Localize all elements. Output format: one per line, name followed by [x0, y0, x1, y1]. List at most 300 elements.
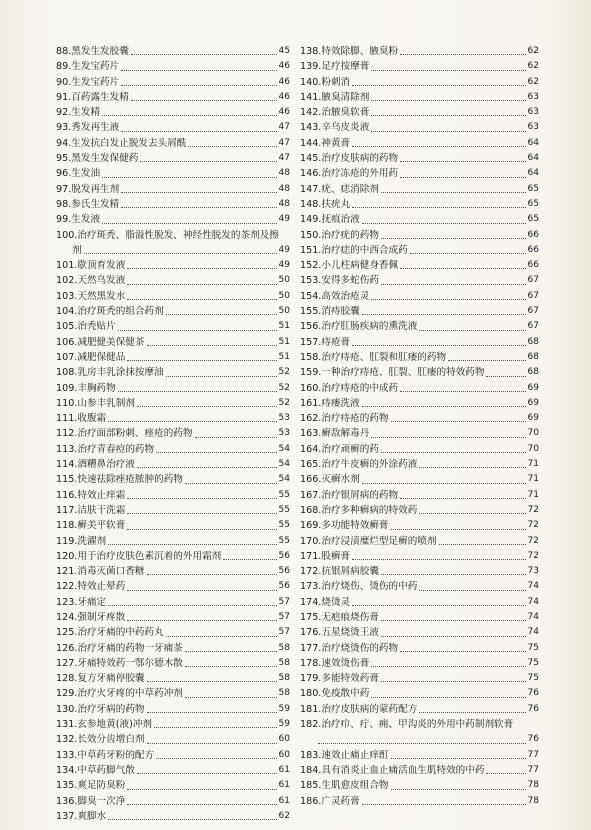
toc-entry-title: 166.灭癣水剂	[300, 474, 360, 486]
toc-entry	[300, 365, 539, 380]
toc-entry	[56, 503, 290, 518]
toc-page-number: 77	[527, 764, 539, 775]
toc-entry	[300, 518, 539, 533]
toc-page-number: 46	[278, 107, 290, 118]
toc-entry	[56, 197, 290, 212]
leader-dots	[131, 100, 277, 101]
toc-entry	[300, 350, 539, 365]
toc-entry	[56, 717, 290, 732]
toc-entry	[300, 197, 539, 212]
toc-entry-title: 107.减肥保健品	[56, 351, 126, 363]
toc-page-number: 59	[278, 703, 290, 714]
toc-right-column	[300, 44, 539, 809]
leader-dots	[381, 284, 526, 285]
toc-page-number: 52	[278, 367, 290, 378]
toc-page-number: 57	[278, 627, 290, 638]
leader-dots	[419, 467, 525, 468]
toc-entry-title: 135.爽足防臭粉	[56, 780, 126, 792]
toc-entry-title: 103.天然黑发水	[56, 290, 126, 302]
toc-entry-title: 143.辛乌皮炎液	[300, 122, 370, 134]
toc-entry-title: 186.广灵药膏	[300, 795, 360, 807]
toc-entry-title: 95.黑发生发保健药	[56, 153, 139, 165]
leader-dots	[362, 406, 526, 407]
leader-dots	[102, 177, 277, 178]
leader-dots	[381, 620, 526, 621]
leader-dots	[166, 376, 277, 377]
toc-entry	[300, 258, 539, 273]
leader-dots	[147, 712, 277, 713]
toc-entry	[56, 472, 290, 487]
toc-page-number: 68	[527, 351, 539, 362]
toc-entry	[56, 442, 290, 457]
toc-entry	[56, 732, 290, 747]
toc-entry-title: 180.免疫散中药	[300, 688, 370, 700]
toc-entry	[56, 534, 290, 549]
toc-page-number: 58	[278, 688, 290, 699]
toc-entry-title: 104.治疗斑秃的组合药剂	[56, 306, 164, 318]
toc-entry	[56, 625, 290, 640]
toc-entry	[300, 534, 539, 549]
toc-entry	[56, 549, 290, 564]
toc-entry	[300, 105, 539, 120]
toc-entry-title: 115.快速祛除痤疮脓肿的药物	[56, 474, 183, 486]
toc-entry-title: 144.神黄膏	[300, 137, 351, 149]
toc-entry-title: 153.安得多蛇伤药	[300, 275, 379, 287]
toc-page-number: 57	[278, 596, 290, 607]
toc-entry	[300, 794, 539, 809]
toc-page-number: 58	[278, 657, 290, 668]
toc-entry	[56, 319, 290, 334]
leader-dots	[400, 651, 525, 652]
toc-entry-title: 150.治疗疣的药物	[300, 229, 379, 241]
toc-entry	[56, 794, 290, 809]
toc-entry-title: 91.百药露生发精	[56, 91, 129, 103]
leader-dots	[185, 483, 277, 484]
toc-entry	[56, 90, 290, 105]
toc-page-number: 76	[527, 703, 539, 714]
toc-entry	[56, 702, 290, 717]
leader-dots	[166, 314, 277, 315]
leader-dots	[352, 345, 525, 346]
toc-page-number: 68	[527, 367, 539, 378]
leader-dots	[188, 146, 276, 147]
toc-entry-title: 126.治疗牙痛的药物一牙痛茶	[56, 642, 183, 654]
toc-entry-title: 106.减肥健美保健茶	[56, 336, 145, 348]
toc-entry-title: 155.消痔胶囊	[300, 306, 360, 318]
toc-page-number: 72	[527, 520, 539, 531]
toc-page-number: 74	[527, 581, 539, 592]
toc-entry-title: 125.治疗牙痛的中药药丸	[56, 627, 164, 639]
toc-entry	[300, 457, 539, 472]
toc-entry-title: 158.治疗痔疮、肛裂和肛瘘的药物	[300, 351, 447, 363]
toc-entry	[300, 656, 539, 671]
toc-page-number: 47	[278, 122, 290, 133]
toc-entry-title: 134.中草药脚气散	[56, 764, 135, 776]
toc-page-number: 75	[527, 673, 539, 684]
toc-entry	[56, 228, 290, 259]
leader-dots	[137, 406, 277, 407]
toc-entry	[56, 518, 290, 533]
toc-page-number: 52	[278, 382, 290, 393]
toc-page-number: 49	[278, 260, 290, 271]
toc-page-number: 62	[278, 810, 290, 821]
toc-entry	[56, 335, 290, 350]
toc-page-number: 70	[527, 428, 539, 439]
toc-page-number: 66	[527, 229, 539, 240]
toc-entry	[56, 457, 290, 472]
leader-dots	[419, 330, 525, 331]
toc-entry	[56, 136, 290, 151]
toc-entry	[300, 136, 539, 151]
leader-dots	[121, 70, 276, 71]
toc-entry-title: 171.股癣膏	[300, 550, 351, 562]
toc-entry	[300, 90, 539, 105]
toc-entry	[56, 595, 290, 610]
leader-dots	[121, 192, 276, 193]
toc-page-number: 67	[527, 321, 539, 332]
toc-entry-title: 162.治疗痔疮的药物	[300, 413, 389, 425]
leader-dots	[166, 636, 277, 637]
toc-entry-title: 170.治疗浸渍糜烂型足癣的喷剂	[300, 535, 437, 547]
toc-page-number: 63	[527, 107, 539, 118]
toc-left-column	[56, 44, 290, 824]
toc-entry	[300, 335, 539, 350]
leader-dots	[127, 268, 276, 269]
toc-entry-title: 120.用于治疗皮肤色素沉着的外用霜剂	[56, 550, 222, 562]
toc-entry-title: 176.五星烧烫王液	[300, 627, 379, 639]
toc-entry-title: 100.治疗斑秃、脂溢性脱发、神经性脱发的茶剂及擦	[56, 229, 279, 241]
leader-dots	[131, 54, 277, 55]
toc-page-number: 72	[527, 535, 539, 546]
leader-dots	[419, 712, 525, 713]
toc-entry-title: 129.治疗火牙疼的中草药冲剂	[56, 688, 183, 700]
toc-page-number: 66	[527, 244, 539, 255]
leader-dots	[147, 574, 277, 575]
toc-page-number: 64	[527, 137, 539, 148]
toc-entry	[56, 289, 290, 304]
toc-entry-title: 157.痔疮膏	[300, 336, 351, 348]
toc-page-number: 66	[527, 260, 539, 271]
leader-dots	[127, 620, 276, 621]
leader-dots	[352, 85, 525, 86]
toc-entry-title: 114.酒糟鼻治疗液	[56, 459, 135, 471]
toc-entry	[56, 610, 290, 625]
toc-page-number: 76	[527, 734, 539, 745]
toc-page-number: 53	[278, 428, 290, 439]
leader-dots	[127, 789, 276, 790]
toc-entry	[300, 717, 539, 748]
toc-entry-title: 183.速效止痛止痒酊	[300, 749, 389, 761]
toc-entry-title: 97.脱发再生剂	[56, 183, 120, 195]
toc-page-number: 50	[278, 275, 290, 286]
leader-dots	[381, 452, 526, 453]
toc-page-number: 61	[278, 764, 290, 775]
toc-entry-title: 93.秀发再生液	[56, 122, 120, 134]
toc-entry-title: 121.消毒灭菌口香糖	[56, 566, 145, 578]
leader-dots	[121, 85, 276, 86]
toc-page-number: 69	[527, 413, 539, 424]
leader-dots	[140, 161, 276, 162]
leader-dots	[400, 268, 525, 269]
toc-entry	[56, 564, 290, 579]
toc-page-number: 48	[278, 183, 290, 194]
toc-entry	[300, 151, 539, 166]
toc-entry	[300, 166, 539, 181]
leader-dots	[391, 421, 526, 422]
leader-dots	[381, 574, 526, 575]
toc-page-number: 78	[527, 795, 539, 806]
leader-dots	[156, 758, 276, 759]
toc-entry-title: 138.特效除脚、腋臭粉	[300, 46, 399, 57]
leader-dots	[195, 437, 277, 438]
leader-dots	[410, 253, 526, 254]
leader-dots	[352, 146, 525, 147]
toc-page-number: 65	[527, 183, 539, 194]
toc-entry-title: 110.山参丰乳制剂	[56, 397, 135, 409]
leader-dots	[127, 299, 276, 300]
toc-entry-title: 119.洗濯剂	[56, 535, 107, 547]
leader-dots	[102, 223, 277, 224]
toc-entry-title: 159.一种治疗痔疮、肛裂、肛瘘的特效药物	[300, 367, 485, 379]
leader-dots	[362, 223, 526, 224]
leader-dots	[147, 743, 277, 744]
toc-entry-title: 128.复方牙痛停胶囊	[56, 673, 145, 685]
toc-entry	[56, 105, 290, 120]
toc-page-number: 74	[527, 611, 539, 622]
toc-entry	[300, 411, 539, 426]
toc-page-number: 77	[527, 749, 539, 760]
leader-dots	[121, 131, 276, 132]
toc-entry	[300, 44, 539, 59]
toc-entry-title: 174.烧烫灵	[300, 596, 351, 608]
leader-dots	[127, 529, 276, 530]
toc-entry-title: 92.生发精	[56, 107, 101, 119]
toc-page-number: 70	[527, 443, 539, 454]
toc-entry-title: 147.疣、痣消除剂	[300, 183, 379, 195]
toc-entry	[56, 273, 290, 288]
toc-entry-title: 139.足疗按摩膏	[300, 61, 370, 73]
toc-page-number: 69	[527, 382, 539, 393]
toc-entry-title: 185.生肌愈皮组合物	[300, 780, 389, 792]
toc-page-number: 55	[278, 535, 290, 546]
leader-dots	[156, 452, 276, 453]
toc-entry-title: 122.特效止晕药	[56, 581, 126, 593]
toc-entry-title: 123.牙痛定	[56, 596, 107, 608]
toc-entry-title: 108.乳房丰乳涂抹按摩油	[56, 367, 164, 379]
toc-entry	[300, 381, 539, 396]
toc-entry-title: 156.治疗肛肠疾病的熏洗液	[300, 321, 418, 333]
toc-entry-title: 169.多功能特效癣膏	[300, 520, 389, 532]
toc-page-number: 51	[278, 336, 290, 347]
toc-entry-title: 164.治疗顽癣的药	[300, 443, 379, 455]
toc-page-number: 72	[527, 504, 539, 515]
toc-entry	[300, 503, 539, 518]
toc-entry-title: 89.生发宝药片	[56, 61, 120, 73]
toc-entry-title: 177.治疗烧烫伤的药物	[300, 642, 399, 654]
leader-dots	[371, 131, 525, 132]
toc-entry-title: 163.癣敌解毒丹	[300, 428, 370, 440]
leader-dots	[381, 681, 526, 682]
toc-entry-title: 149.抚痕治液	[300, 214, 360, 226]
leader-dots	[400, 498, 525, 499]
toc-entry	[300, 595, 539, 610]
toc-entry-title: 167.治疗银屑病的药物	[300, 489, 399, 501]
toc-entry	[300, 273, 539, 288]
toc-entry	[300, 304, 539, 319]
leader-dots	[147, 345, 277, 346]
toc-entry	[300, 472, 539, 487]
toc-page-number: 46	[278, 91, 290, 102]
leader-dots	[448, 360, 525, 361]
toc-page-number: 51	[278, 351, 290, 362]
toc-entry	[300, 243, 539, 258]
leader-dots	[381, 192, 526, 193]
toc-page-number: 78	[527, 780, 539, 791]
toc-page-number: 56	[278, 550, 290, 561]
leader-dots	[371, 697, 525, 698]
toc-page-number: 69	[527, 397, 539, 408]
leader-dots	[362, 314, 526, 315]
leader-dots	[102, 115, 277, 116]
leader-dots	[352, 559, 525, 560]
toc-entry-title: 101.歇顶育发液	[56, 260, 126, 272]
toc-page-number: 48	[278, 198, 290, 209]
toc-entry	[300, 549, 539, 564]
toc-entry-title: 99.生发液	[56, 214, 101, 226]
toc-entry	[56, 579, 290, 594]
toc-page-number: 50	[278, 306, 290, 317]
leader-dots	[371, 100, 525, 101]
toc-page-number: 67	[527, 290, 539, 301]
leader-dots	[108, 421, 276, 422]
leader-dots	[391, 529, 526, 530]
leader-dots	[108, 605, 276, 606]
toc-page-number: 75	[527, 642, 539, 653]
toc-entry	[56, 59, 290, 74]
leader-dots	[486, 773, 525, 774]
toc-page-number: 59	[278, 719, 290, 730]
toc-entry-title: 184.具有消炎止血止痛活血生肌特效的中药	[300, 764, 485, 776]
toc-page-number: 74	[527, 596, 539, 607]
leader-dots	[362, 483, 526, 484]
toc-entry	[300, 319, 539, 334]
toc-entry-title: 173.治疗烧伤、烫伤的中药	[300, 581, 418, 593]
toc-entry	[300, 641, 539, 656]
toc-page-number: 58	[278, 642, 290, 653]
toc-page-number: 71	[527, 489, 539, 500]
toc-page-number: 71	[527, 474, 539, 485]
leader-dots	[137, 773, 277, 774]
toc-entry-title: 160.治疗痔疮的中成药	[300, 382, 399, 394]
toc-entry	[300, 426, 539, 441]
toc-entry	[56, 656, 290, 671]
toc-page-number: 55	[278, 504, 290, 515]
toc-page-number: 72	[527, 550, 539, 561]
toc-entry-title: 152.小儿柱病健身香佩	[300, 260, 399, 272]
toc-entry-title: 140.粉刺消	[300, 76, 351, 88]
leader-dots	[362, 804, 526, 805]
toc-page-number: 45	[278, 46, 290, 56]
toc-entry-title: 112.治疗面部粉刺、痤疮的药物	[56, 428, 193, 440]
toc-entry-title: 137.爽脚水	[56, 810, 107, 822]
toc-page-number: 65	[527, 198, 539, 209]
leader-dots	[400, 54, 525, 55]
toc-page-number: 62	[527, 61, 539, 72]
toc-entry	[300, 59, 539, 74]
leader-dots	[127, 590, 276, 591]
toc-page-number: 61	[278, 795, 290, 806]
toc-page-number: 67	[527, 275, 539, 286]
toc-entry	[56, 748, 290, 763]
toc-entry-title: 148.扶疣丸	[300, 198, 351, 210]
toc-page-number: 58	[278, 673, 290, 684]
toc-page-number: 46	[278, 76, 290, 87]
toc-entry	[300, 671, 539, 686]
toc-page-number: 62	[527, 76, 539, 87]
toc-entry-title: 161.痔瘘洗液	[300, 397, 360, 409]
leader-dots	[118, 330, 277, 331]
toc-entry	[300, 564, 539, 579]
toc-entry-title: 133.中草药牙粉的配方	[56, 749, 155, 761]
toc-page-number: 51	[278, 321, 290, 332]
leader-dots	[486, 376, 525, 377]
toc-page-number: 53	[278, 413, 290, 424]
leader-dots	[391, 758, 526, 759]
leader-dots	[185, 697, 277, 698]
toc-page-number: 62	[527, 46, 539, 56]
toc-page-number: 55	[278, 489, 290, 500]
toc-page-number: 64	[527, 153, 539, 164]
toc-page-number: 60	[278, 749, 290, 760]
toc-page-number: 54	[278, 459, 290, 470]
leader-dots	[127, 498, 276, 499]
toc-entry-title: 181.治疗皮肤病的蒙药配方	[300, 703, 418, 715]
leader-dots	[108, 819, 276, 820]
leader-dots	[147, 681, 277, 682]
leader-dots	[400, 161, 525, 162]
leader-dots	[127, 804, 276, 805]
toc-entry	[300, 579, 539, 594]
toc-page-number: 61	[278, 780, 290, 791]
toc-entry	[56, 120, 290, 135]
toc-page-number: 60	[278, 734, 290, 745]
toc-entry	[300, 625, 539, 640]
toc-entry-title: 151.治疗痣的中西合成药	[300, 244, 408, 256]
toc-page-number: 48	[278, 168, 290, 179]
toc-page-number: 67	[527, 306, 539, 317]
leader-dots	[381, 238, 526, 239]
toc-entry	[56, 365, 290, 380]
toc-entry-title: 127.牙痛特效药一鄂尔德木散	[56, 657, 183, 669]
leader-dots	[127, 513, 276, 514]
toc-entry	[300, 289, 539, 304]
leader-dots	[352, 207, 525, 208]
leader-dots	[371, 299, 525, 300]
toc-entry-title: 179.多能特效药膏	[300, 673, 379, 685]
toc-entry-title: 131.玄参地黄(液)冲剂	[56, 719, 153, 731]
toc-entry-title: 109.丰胸药物	[56, 382, 116, 394]
toc-page-number: 49	[278, 244, 290, 255]
leader-dots	[371, 437, 525, 438]
leader-dots	[185, 651, 277, 652]
toc-entry-title: 116.特效止痒霜	[56, 489, 126, 501]
toc-entry-title: 90.生发宝药片	[56, 76, 120, 88]
toc-entry-title: 136.脚臭一次净	[56, 795, 126, 807]
toc-entry-title: 96.生发油	[56, 168, 101, 180]
toc-entry	[300, 228, 539, 243]
toc-entry	[300, 748, 539, 763]
toc-entry	[300, 212, 539, 227]
